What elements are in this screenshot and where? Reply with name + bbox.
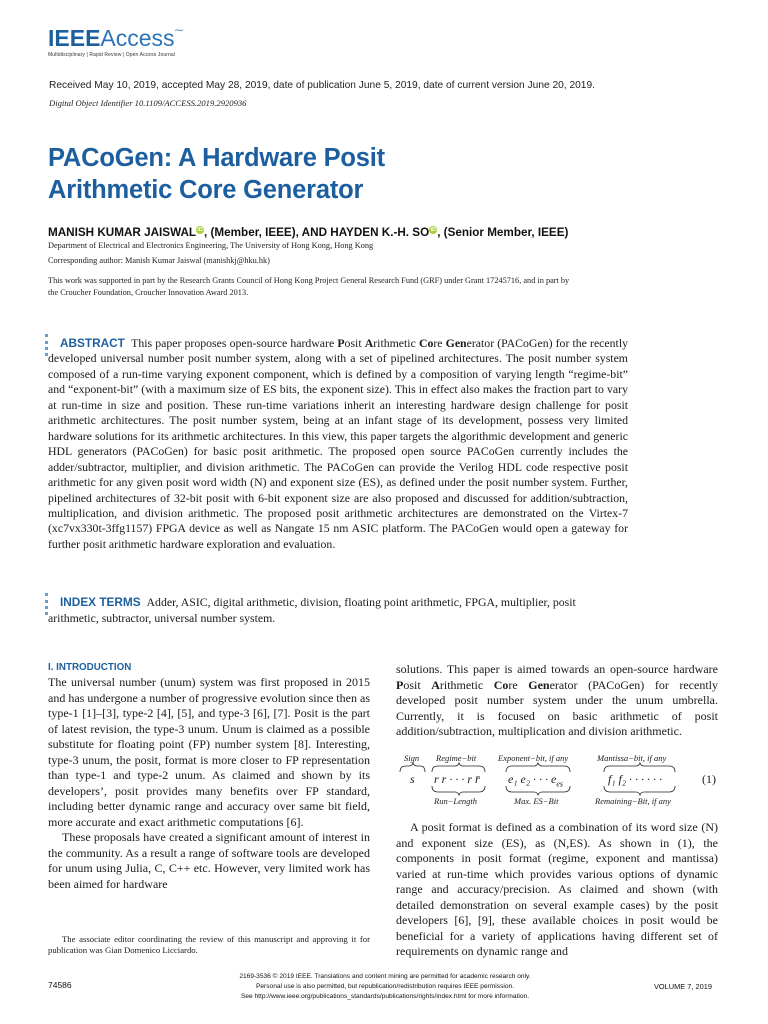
author-1: MANISH KUMAR JAISWAL [48,226,197,239]
mantissa-label: Mantissa−bit, if any [597,753,667,763]
abstract-body: erator (PACoGen) for the recently developed universal number posit number system, along with a set of pipelined architectures. The posit number system composed of a run-time varying exponent component, which is defined by a composition of varying length “regime-bit” and “exponent-bit” (with a maximum size of ES bits, the exponent size). This in effect also makes the fraction part to vary at run-time in size and position. These run-time variations inherit an interesting hardware design challenge for posit arithmetic architectures. The posit number system, being at an infant stage of its development, possess very limited hardware solutions for its arithmetic architectures. In this view, this paper targets the algorithmic development and generic HDL generators (PACoGen) for basic posit arithmetic. The proposed open source PACoGen currently includes the adder/subtractor, multiplier, and division arithmetic. The PACoGen can provide the Verilog HDL code respective posit arithmetic for any given posit word width (N) and exponent size (ES), as defined under the posit number system. Further, pipelined architectures of 32-bit posit with 6-bit exponent size are also proposed and discussed for addition/subtraction, multiplication, and division arithmetic. The proposed posit arithmetic architectures are demonstrated on the Virtex-7 (xc7vx330t-3ffg1157) FPGA device as well as Nangate 15 nm ASIC platform. The PACoGen would open a gateway for further posit arithmetic hardware exploration and evaluation. [48,336,629,551]
abstract-osit: osit [344,336,365,350]
authors [48,226,568,239]
index-terms [48,595,628,626]
abstract-bold-gen: Gen [445,336,467,350]
paper-title [48,142,608,206]
regime-under: Run−Length [434,796,478,806]
abstract-bold-p: P [337,336,345,350]
para3-bold-co: Co [493,677,509,692]
editor-footnote: The associate editor coordinating the review of this manuscript and approving it for publication was Gian Domenico Licciardo. [48,934,370,955]
logo-bold: IEEE [48,25,101,51]
abstract-intro: This paper proposes open-source hardware [131,336,338,350]
title-line-2: Arithmetic Core Generator [48,176,364,204]
affiliation: Department of Electrical and Electronics Engineering, The University of Hong Kong, Hong Kong [48,241,374,250]
copyright-line-2: Personal use is also permitted, but republication/redistribution requires IEEE permission. [255,983,515,990]
abstract-heading: ABSTRACT [60,336,125,350]
sign-symbol: s [410,772,415,786]
para3-rest: erator (PACoGen) for recently developed posit number system under the unum umbrella. Currently, it is focused on basic arithmetic of posit addition/subtraction, multiplication and division arithmetic. [396,677,718,738]
exponent-symbol-main: e₁ e₂ · · · e [508,772,557,786]
page-number: 74586 [48,980,72,990]
para3-rithmetic: rithmetic [439,677,494,692]
doi: Digital Object Identifier 10.1109/ACCESS.2019.2920936 [49,98,247,108]
logo-light: Access [100,25,175,51]
logo-tagline: Multidisciplinary | Rapid Review | Open Access Journal [48,52,175,58]
abstract [48,336,628,552]
copyright-line-1: 2169-3536 © 2019 IEEE. Translations and content mining are permitted for academic research only. [239,973,531,980]
para3-start: solutions. This paper is aimed towards an open-source hardware [396,662,718,676]
exponent-label: Exponent−bit, if any [498,753,569,763]
regime-symbol: r r · · · r r̄ [434,772,480,786]
exponent-symbol [508,772,563,788]
section-heading: I. INTRODUCTION [48,662,132,673]
index-terms-heading: INDEX TERMS [60,595,141,609]
para3-bold-a: A [431,677,440,692]
index-terms-text: Adder, ASIC, digital arithmetic, division, floating point arithmetic, FPGA, multiplier, posit arithmetic, subtractor, universal number system. [48,595,576,625]
abstract-bold-a: A [364,336,374,350]
mantissa-under: Remaining−Bit, if any [595,796,671,806]
intro-paragraph-3 [396,662,718,740]
abstract-re: re [433,336,446,350]
title-line-1: PACoGen: A Hardware Posit [48,144,385,172]
right-column-lower [396,820,718,960]
regime-label: Regime−bit [436,753,477,763]
intro-paragraph-4: A posit format is defined as a combination of its word size (N) and exponent size (ES), as (N,ES). As shown in (1), the components in posit format (regime, exponent and mantissa) varied at run-time which provides various options of dynamic range and accuracy/precision. As claimed and shown (with detailed demonstration on several example cases) by the posit developers [6], [9], these available choices in posit would be beneficial for a variety of applications having different set of requirements on dynamic range and [396,820,718,958]
left-column [48,662,370,892]
orcid-icon[interactable]: iD [197,227,203,233]
funding-note: This work was supported in part by the Research Grants Council of Hong Kong Project General Research Fund (GRF) under Grant 17245716, and in part by the Croucher Foundation, Croucher Innovation Award 2013. [48,276,570,297]
intro-paragraph-1: The universal number (unum) system was first proposed in 2015 and has undergone a number of progressive evolution since then as type-1 [1]–[3], type-2 [4], [5], and type-3 [6], [7]. Posit is the part of latest revision, the type-3 unum. Unum is claimed as a possible substitute for floating point (FP) number system [8]. Interesting, type-3 unum, the posit, format is more closer to FP representation than type-1 and type-2 unum. As claimed and shown by its developers’, posit provides many benefits over FP standard, including better dynamic range and accuracy over same bit field, more accurate and exact arithmetic computations [6]. [48,675,370,829]
posit-format-equation [396,750,718,810]
abstract-rithmetic: rithmetic [373,336,419,350]
exponent-under: Max. ES−Bit [514,796,559,806]
right-column [396,662,718,740]
copyright-line-3[interactable]: See http://www.ieee.org/publications_standards/publications/rights/index.html for more information. [240,993,530,1000]
author-1-role: , (Member, IEEE), AND HAYDEN K.-H. SO [204,226,430,239]
para3-bold-gen: Gen [528,677,550,692]
mantissa-symbol: f₁ f₂ · · · · · · [608,772,663,786]
equation-number: (1) [702,772,716,786]
sign-label: Sign [404,753,420,763]
corresponding-author: Corresponding author: Manish Kumar Jaiswal (manishkj@hku.hk) [48,256,270,265]
copyright-notice [180,972,590,1002]
logo-swirl-icon: ⁓ [174,25,184,35]
received-dates: Received May 10, 2019, accepted May 28, 2019, date of publication June 5, 2019, date of current version June 20, 2019. [49,80,595,91]
abstract-bold-co: Co [418,336,434,350]
para3-re: re [508,677,529,692]
orcid-icon-2[interactable]: iD [430,227,436,233]
para3-bold-p: P [396,677,404,692]
volume-label: VOLUME 7, 2019 [654,982,712,991]
para3-osit: osit [403,677,432,692]
journal-logo [48,18,184,58]
exponent-subscript: es [556,779,563,789]
author-2-role: , (Senior Member, IEEE) [437,226,569,239]
intro-paragraph-2: These proposals have created a significant amount of interest in the community. As a result a range of software tools are developed for unum using Julia, C, C++ etc. However, very limited work has been aimed for hardware [48,830,370,891]
